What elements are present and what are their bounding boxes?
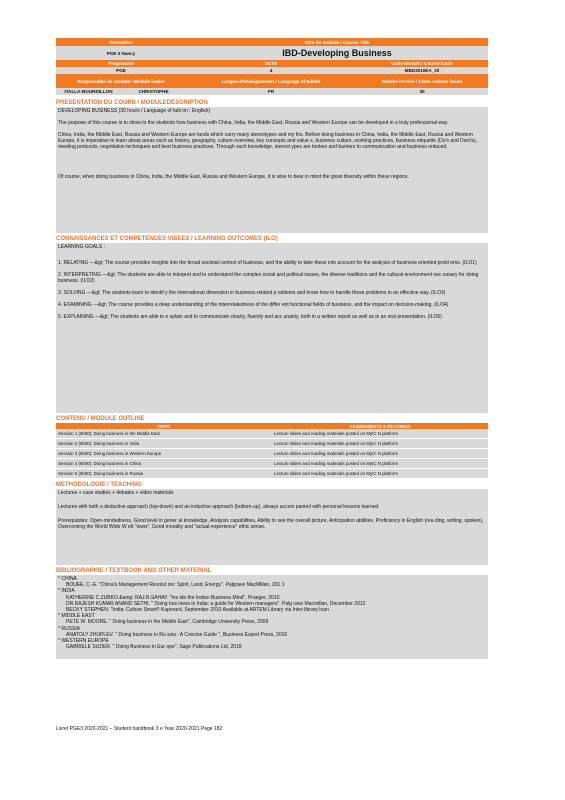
session-topic: Session 3 (6h00): Doing business in Western Europe	[56, 449, 272, 459]
course-code-label: Code Module / Course Code	[391, 61, 453, 66]
bibliography-line: * INDIA	[58, 588, 75, 595]
presentation-paragraph: The purpose of this course is to show to the students how business with China, India, the Middle East, Russia and Western Europe can be developed in a truly professional way.	[58, 120, 449, 126]
methodology-heading: METHODOLOGIE / TEACHING	[56, 482, 142, 488]
outcome-paragraph: 4. EXAMINING —&gt; The course provides a deep understanding of the interrelatedness of the differ ent functional fields of business, and the impact on decision-making. (ILO4)	[58, 302, 449, 308]
header-row-5	[56, 74, 488, 88]
course-title-label: Titre du module / Course Title	[304, 39, 370, 45]
promotion-value: PGE 3 Nancy	[106, 50, 136, 56]
bibliography-line: * CHINA	[58, 576, 77, 582]
presentation-paragraph: Of course, when doing business in China, India, the Middle East, Russia and Western Europe, it is wise to bear in mind the great diversity within these regions.	[58, 174, 409, 180]
header-row-2	[56, 46, 488, 60]
bibliography-line: KATHERINE C.ZUBKO &amp; RAJ.R.SAHAY. "Ins ide the Indian Business Mind". Praeger, 2010	[66, 594, 280, 601]
session-assignment: Lecture slides and reading materials posted on MyIC N platform	[272, 449, 488, 459]
module-leader-surname: ITALLA-BOURDILLON	[64, 89, 113, 94]
header-row-4	[56, 67, 488, 74]
methodology-paragraph: Lectures + case studies + debates + video materials	[58, 490, 174, 496]
session-assignment: Lecture slides and reading materials posted on MyIC N platform	[272, 439, 488, 449]
presentation-paragraph: DEVELOPING BUSINESS (30 hours / Language of tuiti on : English)	[58, 108, 211, 114]
assignments-column-header: ASSIGNMENTS & READINGS	[272, 423, 488, 429]
outcome-paragraph: LEARNING GOALS :	[58, 244, 105, 250]
ects-value: 4	[269, 68, 273, 73]
bibliography-line: * MIDDLE EAST	[58, 613, 95, 620]
topic-column-header: TOPIC	[56, 423, 272, 429]
outcome-paragraph: 5. EXPLAINING —&gt; The students are able to e xplain and to communicate clearly, fluently and acc urately, both in a written report as well as in an oral presentation. (ILO5)	[58, 314, 442, 320]
course-sheet	[56, 38, 488, 659]
outline-table	[56, 423, 488, 479]
outline-heading: CONTENU / MODULE OUTLINE	[56, 416, 145, 422]
programme-value: PGE	[116, 68, 126, 73]
course-code-value: MBD3010EA_20	[404, 68, 440, 73]
table-row	[56, 439, 488, 449]
contact-hours-label: Volume horaire / Class contact hours	[381, 78, 463, 84]
bibliography-line: * WESTERN EUROPE	[58, 638, 109, 645]
language-label: Langue d'enseignement / Language of tuition	[221, 78, 321, 84]
table-row	[56, 469, 488, 479]
learning-outcomes-heading: CONNAISSANCES ET COMPETENCES VISEES / LEARNING OUTCOMES (ILO)	[56, 236, 278, 242]
session-topic: Session 4 (6h00): Doing business in China	[56, 459, 272, 469]
session-topic: Session 1 (6h00): Doing business in the Middle East	[56, 429, 272, 439]
programme-label: Programme	[108, 61, 134, 66]
methodology-block	[56, 489, 488, 565]
presentation-heading: PRESENTATION DU COURS / MODULEDESCRIPTION	[56, 100, 208, 106]
module-leader-label: Responsable de module / Module leader	[77, 78, 165, 84]
bibliography-line: DR.RAJESH KUMAR ANAND SETHI. " Doing bus iness in India: a guide for Western managers". Palg rave Macmillan, December 2012	[66, 600, 366, 607]
learning-outcomes-block	[56, 243, 488, 413]
outcome-paragraph: 2. INTERPRETING —&gt; The students are able to interpret and to understand the complex social and political issues, the diverse traditions and the cultural environment nec essary for doing business. (ILO2)	[58, 272, 479, 284]
page-footer: Livret PGE3 2020-2021 – Student handbook 3 e Year 2020-2021 Page 182	[56, 726, 223, 732]
bibliography-line: ANATOLY ZHUPLEV. " Doing business in Ru ssia : A Concise Guide ", Business Expert Press, 2016	[66, 631, 288, 638]
ects-label: ECTS	[264, 61, 278, 66]
bibliography-line: PETE W. MOORE. " Doing business in the Middle East", Cambridge University Press, 2009	[66, 619, 269, 626]
contact-hours-value: 30	[419, 89, 425, 94]
session-assignment: Lecture slides and reading materials posted on MyIC N platform	[272, 469, 488, 479]
header-row-1	[56, 38, 488, 46]
bibliography-line: * RUSSIA	[58, 625, 80, 632]
methodology-paragraph: Lectures with both a deductive approach (top-down) and an inductive approach (bottom-up), always accom panied with personal lessons learned.	[58, 504, 380, 510]
course-title: IBD-Developing Business	[282, 48, 392, 58]
bibliography-line: BECKY STEPHEN. "India: Culture Smart!! Kuperard, September 2010 Available at ARTEM Library via Inter-library loan	[66, 607, 329, 614]
header-row-6	[56, 88, 488, 95]
promotion-label: Promotion	[109, 39, 133, 45]
session-topic: Session 2 (6h00): Doing business in India	[56, 439, 272, 449]
outcome-paragraph: 1. RELATING —&gt; The course provides insights into the broad societal context of business, and the ability to take these into account for the analysis of business-oriented probl ems. (ILO1)	[58, 260, 477, 266]
session-topic: Session 5 (6h00): Doing business in Russia	[56, 469, 272, 479]
presentation-block	[56, 107, 488, 233]
outcome-paragraph: 3. SOLVING —&gt; The students learn to identif y the international dimension in business-related p roblems and know how to handle these problems in an effective way. (ILO3)	[58, 290, 446, 296]
module-leader-firstname: CHRISTOPHE	[138, 89, 169, 94]
header-row-3	[56, 60, 488, 67]
bibliography-line: BOUEE, C.-E. "China's Management Revolut ion: Spirit, Land, Energy". Palgrave MacMillan, 201 1	[66, 582, 285, 589]
presentation-paragraph: China, India, the Middle East, Russia and Western Europe are lands which carry many stereotypes and my ths. Before doing business in China, India, the Middle East, Russia and Western Europe, it is imperative to learn about areas such as history, geography, culture overview, key concepts and value s, business culture, working practices, business etiquette (Do's and Don'ts), meeting protocols, negotiation techniques and best business practices. Through such knowledge, stereot ypes are broken and barriers to communication and business reduced.	[58, 132, 478, 150]
methodology-paragraph: Prerequisites: Open-mindedness, Good level in gener al knowledge, Analysis capabilities, Ability to see the overall picture, Anticipation abilities, Proficiency in English (rea ding, writing, spoken), Overcoming the World Wide W eb "www", Good morality and "actual-experience" ethic sense.	[58, 518, 484, 530]
table-row	[56, 429, 488, 439]
session-assignment: Lecture slides and reading materials posted on MyIC N platform	[272, 459, 488, 469]
bibliography-heading: BIBLIOGRAPHIE / TEXTBOOK AND OTHER MATERIAL	[56, 568, 212, 574]
session-assignment: Lecture slides and reading materials posted on MyIC N platform	[272, 429, 488, 439]
language-value: FR	[267, 89, 275, 94]
table-row	[56, 449, 488, 459]
table-row	[56, 459, 488, 469]
bibliography-line: GABRIELE SUDER. " Doing Business in Eur ope", Sage Publications Ltd, 2018	[66, 644, 242, 651]
bibliography-block	[56, 575, 488, 659]
